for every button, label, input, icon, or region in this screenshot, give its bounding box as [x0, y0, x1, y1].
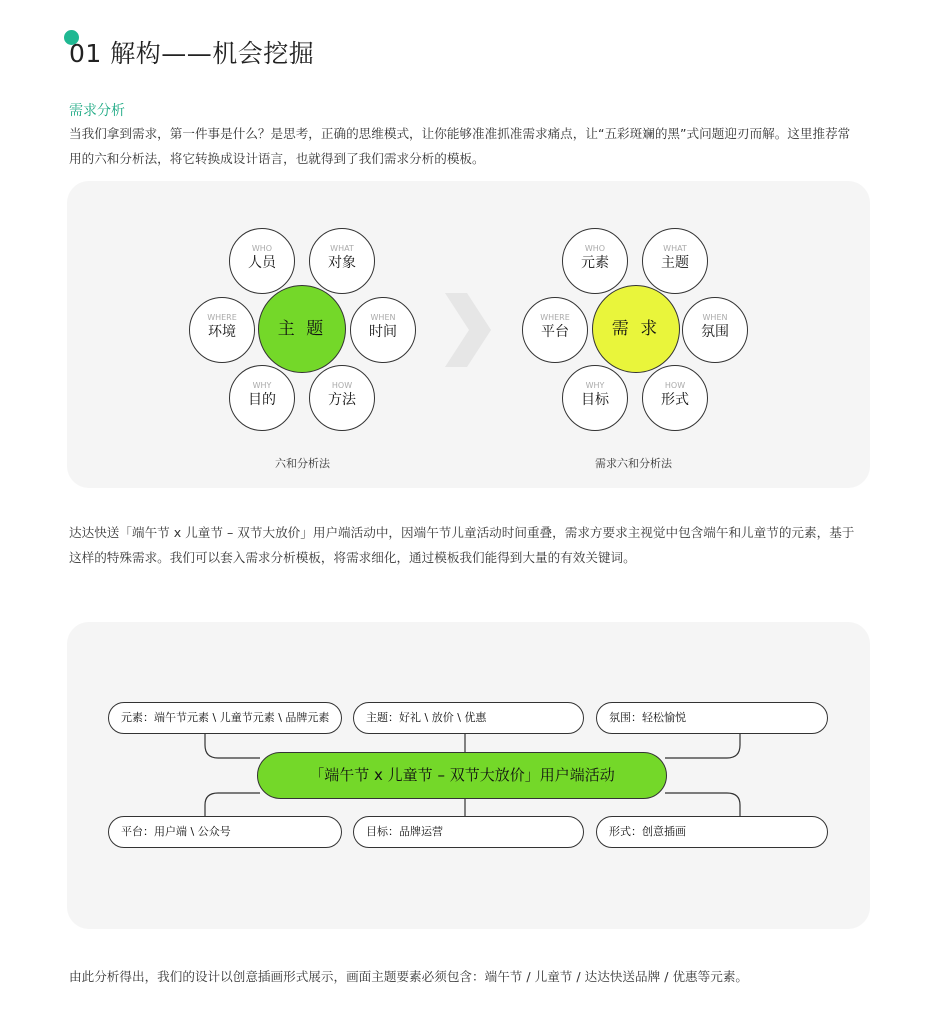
conclusion-line: 由此分析得出，我们的设计以创意插画形式展示，画面主题要素必须包含：端午节 / 儿童节 / 达达快送品牌 / 优惠等元素。: [69, 969, 749, 984]
mindmap-node-goal: 目标：品牌运营: [353, 816, 584, 848]
flower-center-theme: 主 题: [258, 285, 346, 373]
intro-line: 当我们拿到需求，第一件事是什么？是思考，正确的思维模式，让你能够准准抓准需求痛点，让“五彩斑斓的黑”式问题迎刃而解。这里推荐常: [69, 126, 851, 141]
petal-what: WHAT 主题: [642, 228, 708, 294]
flower-caption: 六和分析法: [275, 457, 330, 470]
page-title: 01 解构——机会挖掘: [69, 39, 315, 68]
petal-when: WHEN 时间: [350, 297, 416, 363]
case-line: 达达快送「端午节 x 儿童节 – 双节大放价」用户端活动中，因端午节儿童活动时间重叠，需求方要求主视觉中包含端午和儿童节的元素，基于: [69, 525, 855, 540]
petal-when: WHEN 氛围: [682, 297, 748, 363]
section-subtitle: 需求分析: [69, 103, 125, 119]
mindmap-center: 「端午节 x 儿童节 – 双节大放价」用户端活动: [257, 752, 667, 799]
petal-what: WHAT 对象: [309, 228, 375, 294]
intro-line: 用的六和分析法，将它转换成设计语言，也就得到了我们需求分析的模板。: [69, 151, 485, 166]
case-line: 这样的特殊需求。我们可以套入需求分析模板，将需求细化，通过模板我们能得到大量的有效关键词。: [69, 550, 636, 565]
mindmap-node-form: 形式：创意插画: [596, 816, 828, 848]
mindmap-node-theme: 主题：好礼 \ 放价 \ 优惠: [353, 702, 584, 734]
flower-center-demand: 需 求: [592, 285, 680, 373]
petal-how: HOW 方法: [309, 365, 375, 431]
petal-who: WHO 人员: [229, 228, 295, 294]
petal-how: HOW 形式: [642, 365, 708, 431]
mindmap-node-atmosphere: 氛围：轻松愉悦: [596, 702, 828, 734]
petal-who: WHO 元素: [562, 228, 628, 294]
petal-why: WHY 目标: [562, 365, 628, 431]
mindmap-node-platform: 平台：用户端 \ 公众号: [108, 816, 342, 848]
flower-caption: 需求六和分析法: [595, 457, 672, 470]
conclusion-paragraph: [69, 964, 889, 989]
mindmap-node-elements: 元素：端午节元素 \ 儿童节元素 \ 品牌元素: [108, 702, 342, 734]
petal-where: WHERE 平台: [522, 297, 588, 363]
petal-why: WHY 目的: [229, 365, 295, 431]
petal-where: WHERE 环境: [189, 297, 255, 363]
